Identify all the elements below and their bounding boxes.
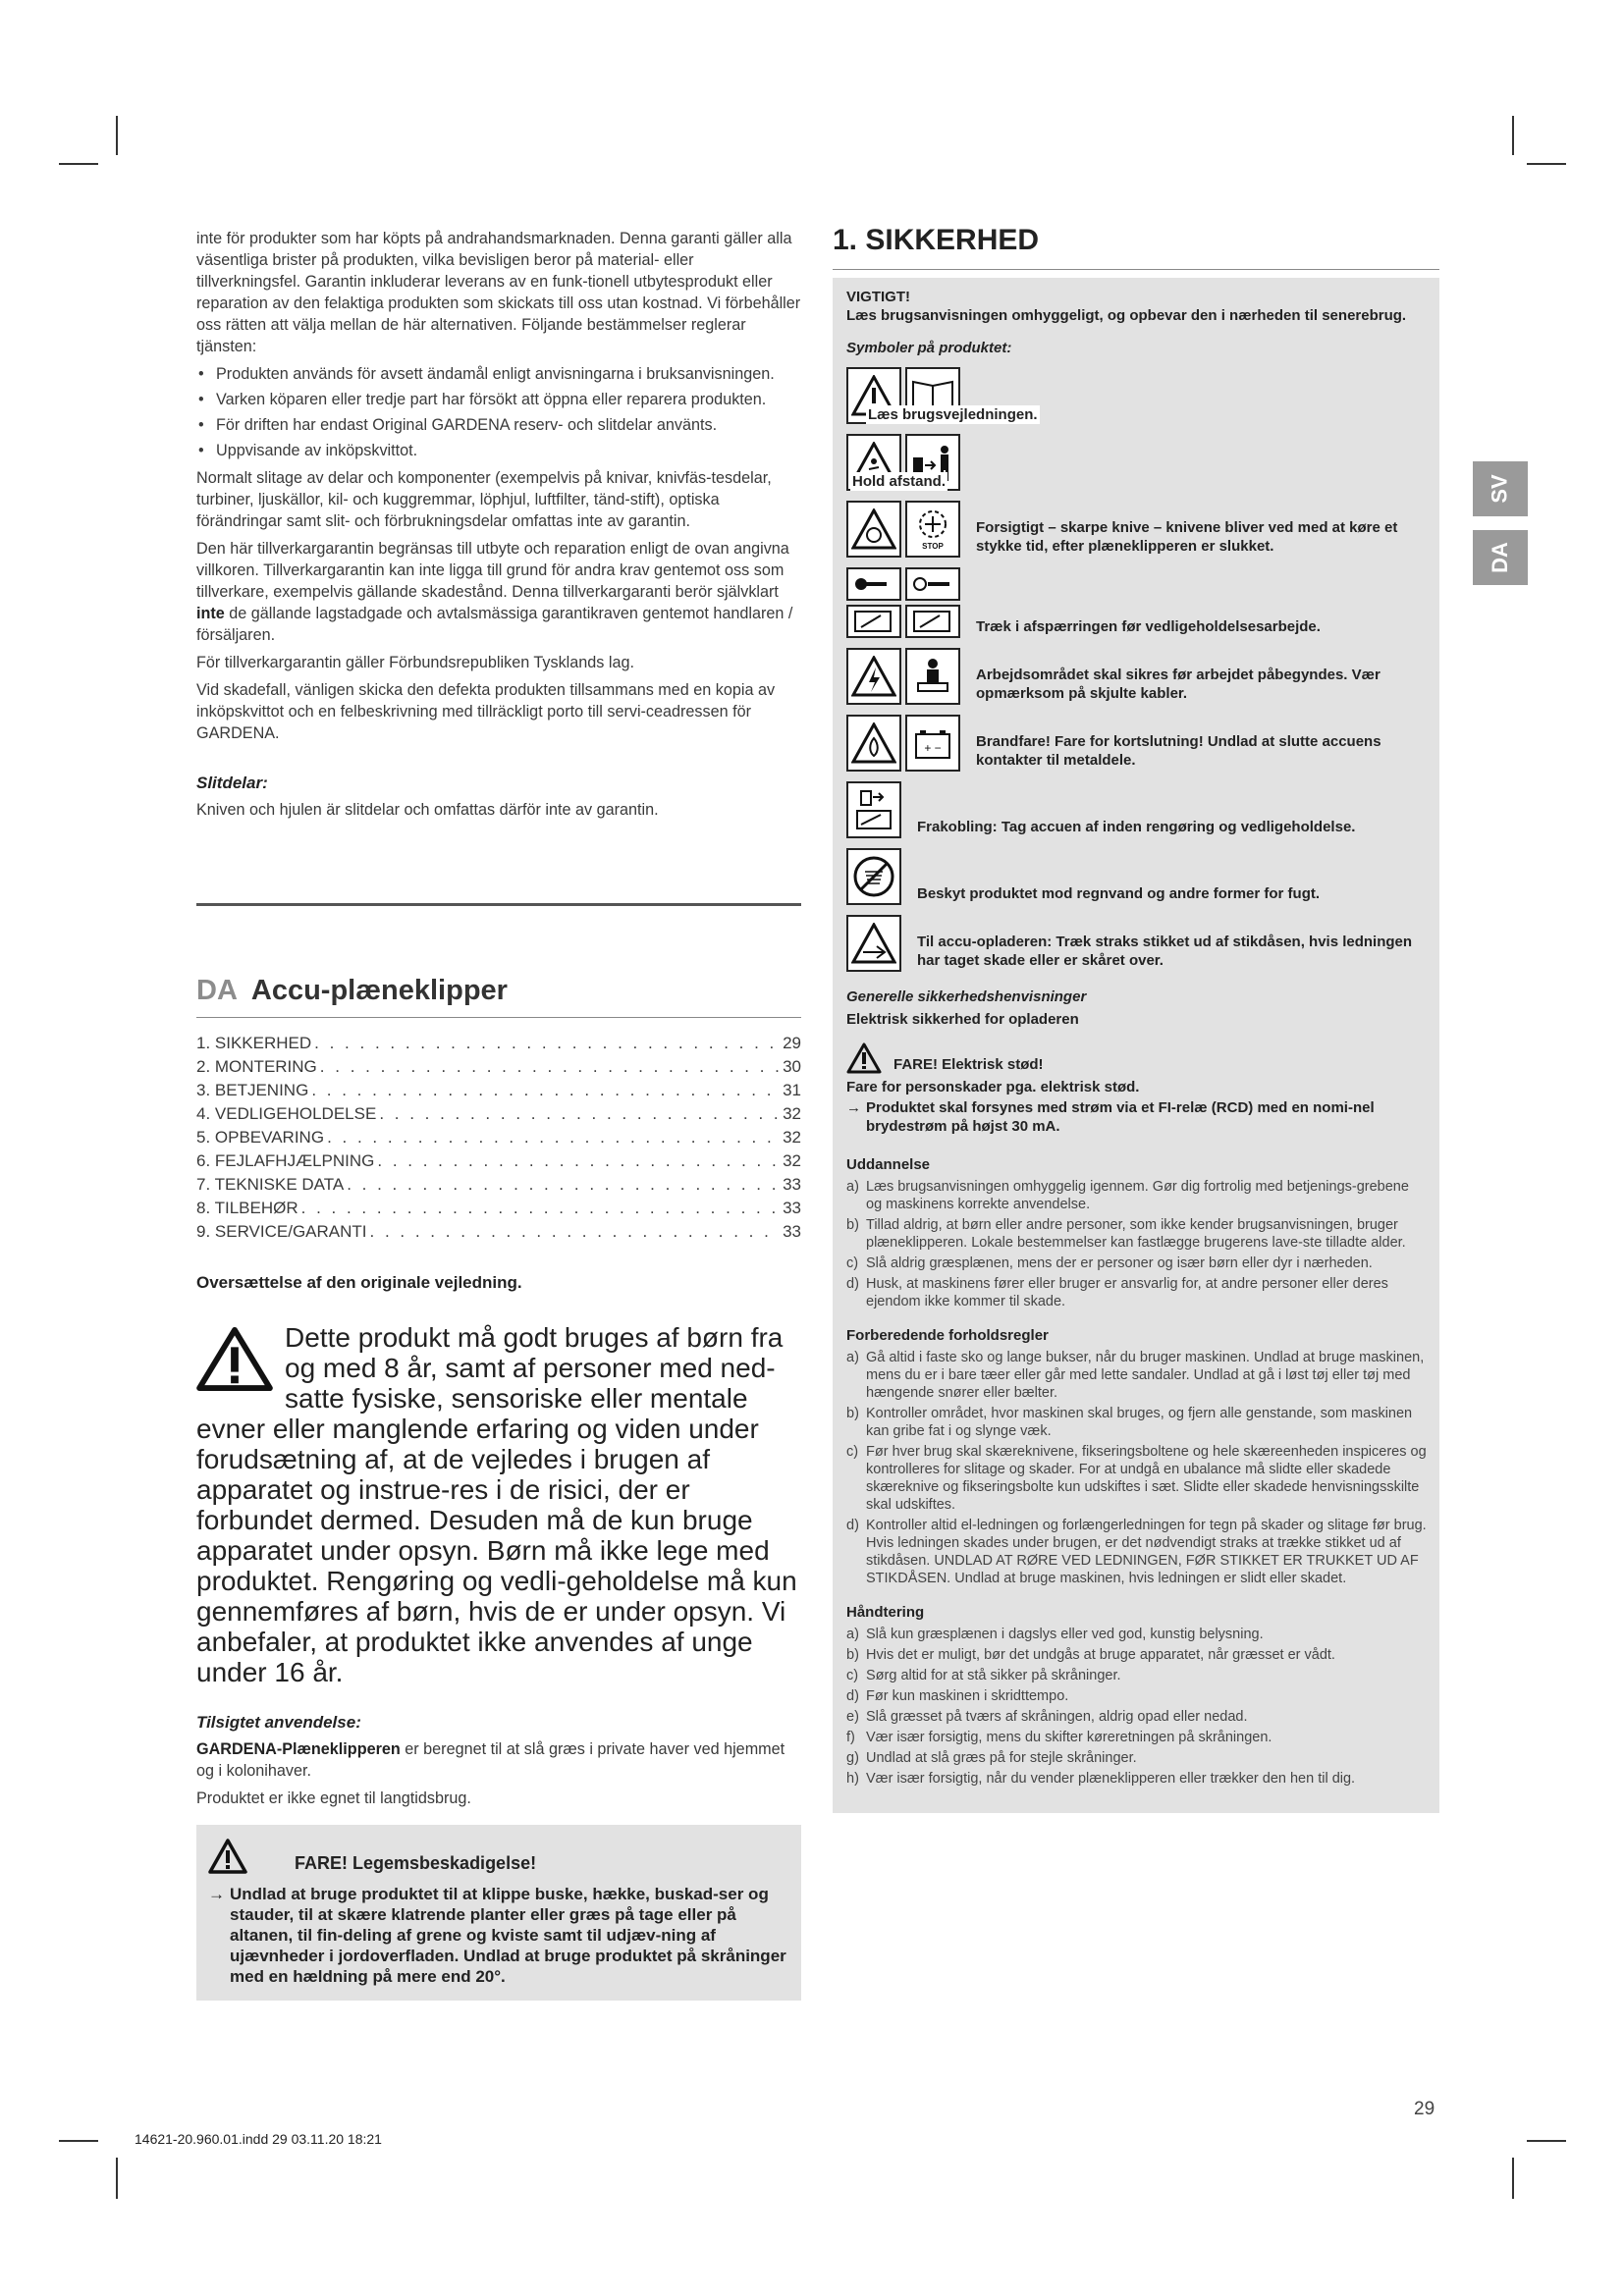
translation-note: Oversættelse af den originale vejledning. [196,1273,522,1292]
warning-triangle-icon [846,1042,882,1074]
language-tab-sv[interactable] [1473,461,1528,516]
crop-mark [59,163,98,165]
list-text: Husk, at maskinens fører eller bruger er ansvarlig for, at andre personer eller deres ejendom ikke kommer til skade. [866,1276,1388,1309]
language-tab-label: SV [1487,474,1512,504]
page-title [196,975,801,1007]
language-tab-label: DA [1488,542,1512,573]
key-icon [846,567,901,601]
symbol-text: Hold afstand. [852,473,947,490]
list-item [846,1687,1428,1705]
toc-label: 5. OPBEVARING [196,1128,325,1147]
list-text: Gå altid i faste sko og lange bukser, når du bruger maskinen. Undlad at bruge maskinen, mens du er i bare tæer eller går med lette sandaler. Undlad at gå i løst tøj eller tøj med hængende snører eller bælter. [866,1350,1425,1401]
list-key: h) [846,1771,859,1787]
toc-leader [320,1055,780,1079]
toc-leader [379,1102,780,1126]
toc-leader [311,1079,780,1102]
da-section-header [196,975,801,1018]
divider [196,1017,801,1018]
electric-danger-text: Fare for personskader pga. elektrisk stød. [846,1079,1140,1095]
list-key: d) [846,1688,859,1704]
list-key: c) [846,1255,859,1271]
toc-entry[interactable] [196,1126,801,1149]
symbol-text: Til accu-opladeren: Træk straks stikket ud af stikdåsen, hvis ledningen har taget skade eller er skåret over. [917,934,1413,969]
list-text: Kontroller altid el-ledningen og forlængerledningen for tegn på skader og slitage før brug. Hvis ledningen skades under brugen, er det nødvendigt straks at trække stikket ud af stikdåsen. UNDLAD AT RØRE VED LEDNINGEN, FØR STIKKET ER TRUKKET UD AF STIKDÅSEN. Undlad at bruge maskinen, hvis ledningen er slidt eller skadet. [866,1518,1427,1586]
danger-title: FARE! Legemsbeskadigelse! [295,1852,537,1873]
toc-entry[interactable] [196,1149,801,1173]
warning-triangle-icon [196,1326,273,1391]
warranty-claim-paragraph: Vid skadefall, vänligen skicka den defekta produkten tillsammans med en kopia av inköpskvittot och en felbeskrivning med tillräckligt porto till servi-ceadressen för GARDENA. [196,681,776,742]
toc-page: 33 [783,1199,801,1217]
child-safety-warning [196,1322,801,1687]
danger-header [208,1839,789,1874]
important-text: Læs brugsanvisningen omhyggeligt, og opbevar den i nærheden til senerebrug. [846,307,1407,324]
symbol-key-removal [846,567,1428,638]
toc-label: 7. TEKNISKE DATA [196,1175,345,1194]
toc-page: 32 [783,1104,801,1123]
list-item [846,1667,1428,1684]
crop-mark [59,2140,98,2142]
crop-mark [1512,2158,1514,2199]
list-text: Sørg altid for at stå sikker på skråninger. [866,1668,1121,1683]
warning-blade-icon [846,501,901,558]
left-column [196,228,801,2001]
list-text: Før hver brug skal skæreknivene, fikseringsboltene og hele skæreenheden inspiceres og kontrolleres for slitage og skader. For at undgå en ubalance må slidte eller skadede skæreknive og fikseringsbolte kun udskiftes i sæt. Slidte eller skadede henvisningsskilte skal udskiftes. [866,1444,1427,1513]
toc-page: 31 [783,1081,801,1099]
manual-icon [905,605,960,638]
toc-label: 1. SIKKERHED [196,1034,312,1052]
list-item [846,1626,1428,1643]
list-item [846,1708,1428,1726]
wear-parts-title: Slitdelar: [196,774,268,792]
handling-title: Håndtering [846,1604,925,1621]
list-key: c) [846,1668,859,1683]
list-text: Læs brugsanvisningen omhyggelig igennem. Gør dig fortrolig med betjenings-grebene og maskinens korrekte anvendelse. [866,1179,1409,1212]
list-item [846,1255,1428,1272]
divider [833,269,1439,270]
text-segment: de gällande lagstadgade och avtalsmässiga garantikraven gentemot handlaren / försäljaren. [196,605,793,644]
list-item [846,1517,1428,1587]
toc-entry[interactable] [196,1079,801,1102]
warranty-conditions [196,363,801,461]
list-item [846,1405,1428,1440]
child-warning-text: Dette produkt må godt bruges af børn fra og med 8 år, samt af personer med ned-satte fysiske, sensoriske eller mentale evner eller manglende erfaring og viden under forudsætning af, at de vejledes i brugen af apparatet og instrue-res i de risici, der er forbundet dermed. Desuden må de kun bruge apparatet under opsyn. Børn må ikke lege med produktet. Rengøring og vedli-geholdelse må kun gennemføres af børn, hvis de er under opsyn. Vi anbefaler, at produktet ikke anvendes af unge under 16 år. [196,1322,797,1687]
toc-entry[interactable] [196,1102,801,1126]
list-key: a) [846,1350,859,1365]
toc-page: 30 [783,1057,801,1076]
toc-page: 29 [783,1034,801,1052]
electric-danger-header [846,1042,1428,1074]
handling-list [846,1626,1428,1788]
warranty-law-paragraph: För tillverkargarantin gäller Förbundsrepubliken Tysklands lag. [196,654,634,671]
toc-leader [301,1197,780,1220]
list-text: Kontroller området, hvor maskinen skal bruges, og fjern alle genstande, som maskinen kan gribe fat i og slynge væk. [866,1406,1413,1439]
battery-icon [905,715,960,772]
danger-box [196,1825,801,2001]
electric-danger-title: FARE! Elektrisk stød! [893,1056,1044,1073]
symbol-text: Brandfare! Fare for kortslutning! Undlad at slutte accuens kontakter til metaldele. [976,733,1381,769]
list-key: a) [846,1179,859,1195]
symbol-text: Forsigtigt – skarpe knive – knivene bliver ved med at køre et stykke tid, efter plæneklipperen er slukket. [976,519,1398,555]
svg-text:+ −: + − [924,741,942,755]
important-label: VIGTIGT! [846,289,910,305]
symbol-keep-distance [846,434,1428,491]
list-item [846,1770,1428,1788]
toc-entry[interactable] [196,1032,801,1055]
list-text: Før kun maskinen i skridttempo. [866,1688,1069,1704]
list-item: • Uppvisande av inköpskvittot. [196,440,801,461]
wear-parts-text: Kniven och hjulen är slitdelar och omfattas därför inte av garantin. [196,801,659,819]
list-item: • Varken köparen eller tredje part har försökt att öppna eller reparera produkten. [196,389,801,410]
training-list [846,1178,1428,1310]
toc-label: 6. FEJLAFHJÆLPNING [196,1151,375,1170]
list-item [846,1349,1428,1402]
mower-operator-icon [905,648,960,705]
unplug-warning-icon [846,915,901,972]
symbols-title: Symboler på produktet: [846,340,1012,356]
toc-entry[interactable] [196,1220,801,1244]
list-text: Slå kun græsplænen i dagslys eller ved god, kunstig belysning. [866,1627,1264,1642]
language-tab-da[interactable] [1473,530,1528,585]
rcd-instruction [846,1098,1428,1136]
charger-safety-title: Elektrisk sikkerhed for opladeren [846,1011,1079,1028]
toc-label: 2. MONTERING [196,1057,317,1076]
list-item [846,1275,1428,1310]
preparation-title: Forberedende forholdsregler [846,1327,1049,1344]
toc-leader [327,1126,780,1149]
warning-triangle-icon [208,1839,247,1874]
section-title: 1. SIKKERHED [833,224,1040,256]
arrow-icon: → [846,1099,861,1116]
list-text: Vær især forsigtig, når du vender plæneklipperen eller trækker den hen til dig. [866,1771,1356,1787]
warranty-wear-paragraph: Normalt slitage av delar och komponenter (exempelvis på knivar, knivfäs-tesdelar, turbiner, ljuskällor, kil- och kuggremmar, löphjul, luftfilter, tänd-stift), optiska förändringar samt slit- och förbrukningsdelar omfattas inte av garantin. [196,469,772,530]
intended-use-note: Produktet er ikke egnet til langtidsbrug. [196,1789,471,1807]
text-segment: Den här tillverkargarantin begränsas till utbyte och reparation enligt de ovan angivna villkoren. Tillverkargarantin kan inte ligga till grund för andra krav gentemot oss som tillverkare, exempelvis gällande skadestånd. Denna tillverkargaranti berör självklart [196,540,789,601]
toc-leader [314,1032,780,1055]
language-code: DA [196,975,238,1006]
list-key: b) [846,1406,859,1421]
intended-use-text [196,1738,801,1782]
toc-entry[interactable] [196,1055,801,1079]
crop-mark [116,116,118,155]
list-key: g) [846,1750,859,1766]
toc-page: 32 [783,1151,801,1170]
key-icon [905,567,960,601]
crop-mark [116,2158,118,2199]
symbol-protect-moisture [846,848,1428,905]
right-column [833,224,1439,1813]
symbol-text: Træk i afspærringen før vedligeholdelsesarbejde. [976,618,1321,635]
symbol-fire-risk [846,715,1428,772]
symbol-text: Læs brugsvejledningen. [868,406,1038,423]
preparation-list [846,1349,1428,1587]
toc-entry[interactable] [196,1173,801,1197]
toc-label: 3. BETJENING [196,1081,309,1099]
intended-use-title: Tilsigtet anvendelse: [196,1713,361,1732]
divider [196,903,801,906]
training-title: Uddannelse [846,1156,931,1173]
symbol-sharp-blades [846,501,1428,558]
danger-text: → Undlad at bruge produktet til at klippe buske, hække, buskad-ser og stauder, til at skære klatrende planter eller græs på tage eller på altanen, til fin-deling af grene og kviste samt til udjæv-ning af ujævnheder i jordoverfladen. Undlad at bruge produktet på skråninger med en hældning på mere end 20°. [208,1884,789,1987]
list-key: d) [846,1518,859,1533]
list-item [846,1178,1428,1213]
toc-page: 33 [783,1222,801,1241]
list-item [846,1729,1428,1746]
list-item [846,1216,1428,1252]
battery-removal-icon [846,781,901,838]
crop-mark [1527,163,1566,165]
crop-mark [1512,116,1514,155]
list-key: b) [846,1217,859,1233]
list-key: d) [846,1276,859,1292]
text-segment: er beregnet til at slå græs i private haver ved hjemmet og i kolonihaver. [196,1740,785,1780]
list-item: • Produkten används för avsett ändamål enligt anvisningarna i bruksanvisningen. [196,363,801,385]
text-segment-bold: inte [196,605,225,622]
print-file-info: 14621-20.960.01.indd 29 03.11.20 18:21 [135,2131,382,2147]
electric-warning-icon [846,648,901,705]
list-key: f) [846,1730,855,1745]
symbol-hidden-cables [846,648,1428,705]
general-safety-title: Generelle sikkerhedshenvisninger [846,988,1087,1005]
symbol-disconnect [846,781,1428,838]
fire-warning-icon [846,715,901,772]
manual-icon [846,605,901,638]
toc-label: 8. TILBEHØR [196,1199,298,1217]
toc-label: 9. SERVICE/GARANTI [196,1222,367,1241]
warranty-intro: inte för produkter som har köpts på andrahandsmarknaden. Denna garanti gäller alla väsentliga brister på produkten, vilka bevisligen beror på material- eller tillverkningsfel. Garantin inkluderar leverans av en funk-tionell utbytesprodukt eller reparation av den felaktiga produkten som skickats till oss utan kostnad. Vi förbehåller oss rätten att välja mellan de här alternativen. Följande bestämmelser reglerar tjänsten: [196,230,801,355]
list-key: e) [846,1709,859,1725]
toc-leader [347,1173,780,1197]
stop-blade-icon [905,501,960,558]
list-item: • För driften har endast Original GARDENA reserv- och slitdelar använts. [196,414,801,436]
crop-mark [1527,2140,1566,2142]
list-key: a) [846,1627,859,1642]
product-title: Accu-plæneklipper [250,975,508,1006]
list-item [846,1749,1428,1767]
list-item [846,1443,1428,1514]
page-number: 29 [1414,2099,1435,2119]
list-text: Hvis det er muligt, bør det undgås at bruge apparatet, når græsset er vådt. [866,1647,1335,1663]
list-text: Vær især forsigtig, mens du skifter køreretningen på skråningen. [866,1730,1272,1745]
list-text: Slå græsset på tværs af skråningen, aldrig opad eller nedad. [866,1709,1248,1725]
symbol-charger-unplug [846,915,1428,972]
toc-page: 33 [783,1175,801,1194]
stop-label: STOP [922,542,944,551]
toc-label: 4. VEDLIGEHOLDELSE [196,1104,377,1123]
list-item [846,1646,1428,1664]
list-text: Slå aldrig græsplænen, mens der er personer og især børn eller dyr i nærheden. [866,1255,1373,1271]
toc-leader [370,1220,781,1244]
list-text: Undlad at slå græs på for stejle skråninger. [866,1750,1137,1766]
symbol-text: Arbejdsområdet skal sikres før arbejdet påbegyndes. Vær opmærksom på skjulte kabler. [976,667,1380,702]
safety-box [833,278,1439,1813]
rcd-text: Produktet skal forsynes med strøm via et FI-relæ (RCD) med en nomi-nel brydestrøm på højst 30 mA. [866,1099,1375,1135]
no-rain-icon [846,848,901,905]
symbol-text: Beskyt produktet mod regnvand og andre former for fugt. [917,885,1321,902]
list-key: b) [846,1647,859,1663]
warranty-limitation-paragraph [196,538,801,646]
list-text: Tillad aldrig, at børn eller andre personer, som ikke kender brugsanvisningen, bruger plæneklipperen. Lokale bestemmelser kan fastlægge brugerens lave-ste tilladte alder. [866,1217,1406,1251]
toc-entry[interactable] [196,1197,801,1220]
symbol-text: Frakobling: Tag accuen af inden rengøring og vedligeholdelse. [917,819,1356,835]
toc-leader [377,1149,780,1173]
product-name: GARDENA-Plæneklipperen [196,1740,401,1758]
list-key: c) [846,1444,859,1460]
symbol-read-manual [846,367,1428,424]
table-of-contents [196,1032,801,1244]
toc-page: 32 [783,1128,801,1147]
